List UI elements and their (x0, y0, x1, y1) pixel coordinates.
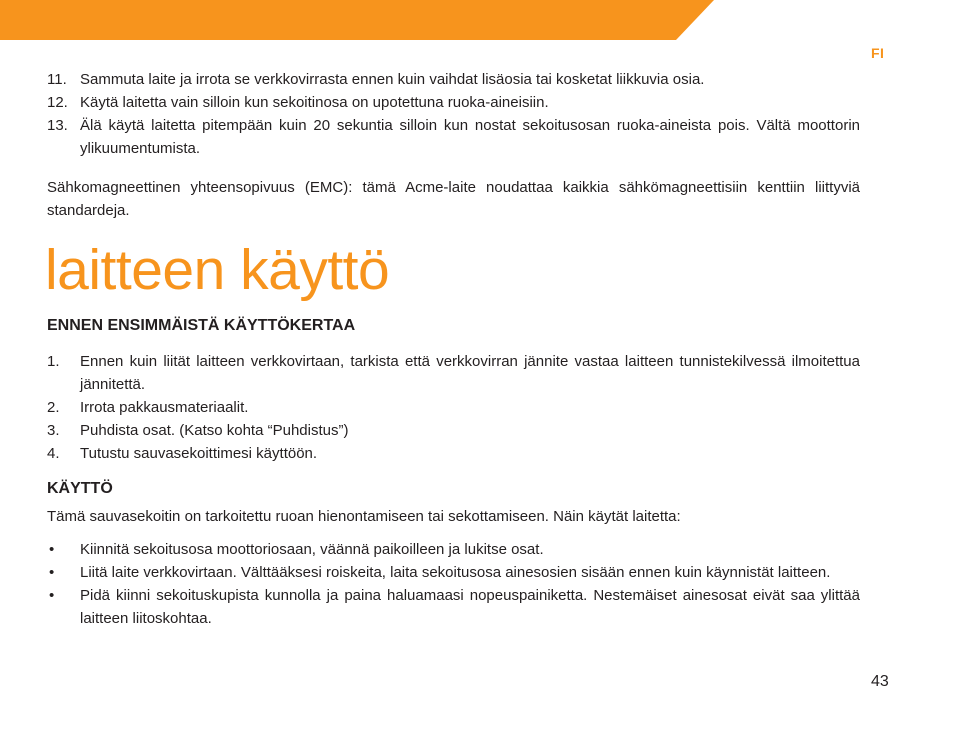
section-heading-usage: KÄYTTÖ (47, 480, 113, 497)
list-item (47, 561, 860, 584)
list-number: 4. (47, 445, 60, 462)
list-item (47, 538, 860, 561)
list-text: Sammuta laite ja irrota se verkkovirrasta ennen kuin vaihdat lisäosia tai kosketat liikkuvia osia. (80, 71, 705, 88)
list-item (47, 114, 860, 160)
usage-list (47, 538, 860, 630)
list-number: 13. (47, 117, 68, 134)
list-number: 11. (47, 71, 67, 88)
header-accent-bar (0, 0, 954, 40)
list-text: Ennen kuin liität laitteen verkkovirtaan, tarkista että verkkovirran jännite vastaa laitteen tunnistekilvessä ilmoitettua jännitettä. (80, 353, 860, 393)
list-text: Liitä laite verkkovirtaan. Välttääksesi roiskeita, laita sekoitusosa ainesosien sisään ennen kuin käynnistät laitteen. (80, 564, 831, 581)
list-number: 1. (47, 353, 60, 370)
list-item (47, 350, 860, 396)
page-title: laitteen käyttö (45, 238, 390, 302)
list-item (47, 68, 860, 91)
list-text: Kiinnitä sekoitusosa moottoriosaan, väännä paikoilleen ja lukitse osat. (80, 541, 544, 558)
list-text: Käytä laitetta vain silloin kun sekoitinosa on upotettuna ruoka-aineisiin. (80, 94, 549, 111)
list-item (47, 396, 860, 419)
list-number: 12. (47, 94, 68, 111)
bullet-icon: • (49, 541, 55, 558)
list-item (47, 419, 860, 442)
emc-paragraph: Sähkomagneettinen yhteensopivuus (EMC): tämä Acme-laite noudattaa kaikkia sähkömagneettisiin kenttiin liittyviä standardeja. (47, 179, 860, 219)
list-item (47, 442, 860, 465)
list-item (47, 584, 860, 630)
first-use-list (47, 350, 860, 465)
list-text: Puhdista osat. (Katso kohta “Puhdistus”) (80, 422, 349, 439)
list-number: 3. (47, 422, 60, 439)
list-text: Älä käytä laitetta pitempään kuin 20 sekuntia silloin kun nostat sekoitusosan ruoka-aineista pois. Vältä moottorin ylikuumentumista. (80, 117, 860, 157)
usage-intro: Tämä sauvasekoitin on tarkoitettu ruoan hienontamiseen tai sekottamiseen. Näin käytät laitetta: (47, 508, 681, 525)
list-item (47, 91, 860, 114)
list-text: Pidä kiinni sekoituskupista kunnolla ja paina haluamaasi nopeuspainiketta. Nestemäiset ainesosat eivät saa ylittää laitteen liitoskohtaa. (80, 587, 860, 627)
safety-list (47, 68, 860, 160)
section-heading-first-use: ENNEN ENSIMMÄISTÄ KÄYTTÖKERTAA (47, 317, 356, 334)
bullet-icon: • (49, 564, 55, 581)
list-text: Tutustu sauvasekoittimesi käyttöön. (80, 445, 318, 462)
bullet-icon: • (49, 587, 55, 604)
page-number: 43 (871, 673, 889, 690)
language-label: FI (871, 45, 885, 61)
page-content (47, 68, 860, 630)
list-number: 2. (47, 399, 60, 416)
list-text: Irrota pakkausmateriaalit. (80, 399, 249, 416)
